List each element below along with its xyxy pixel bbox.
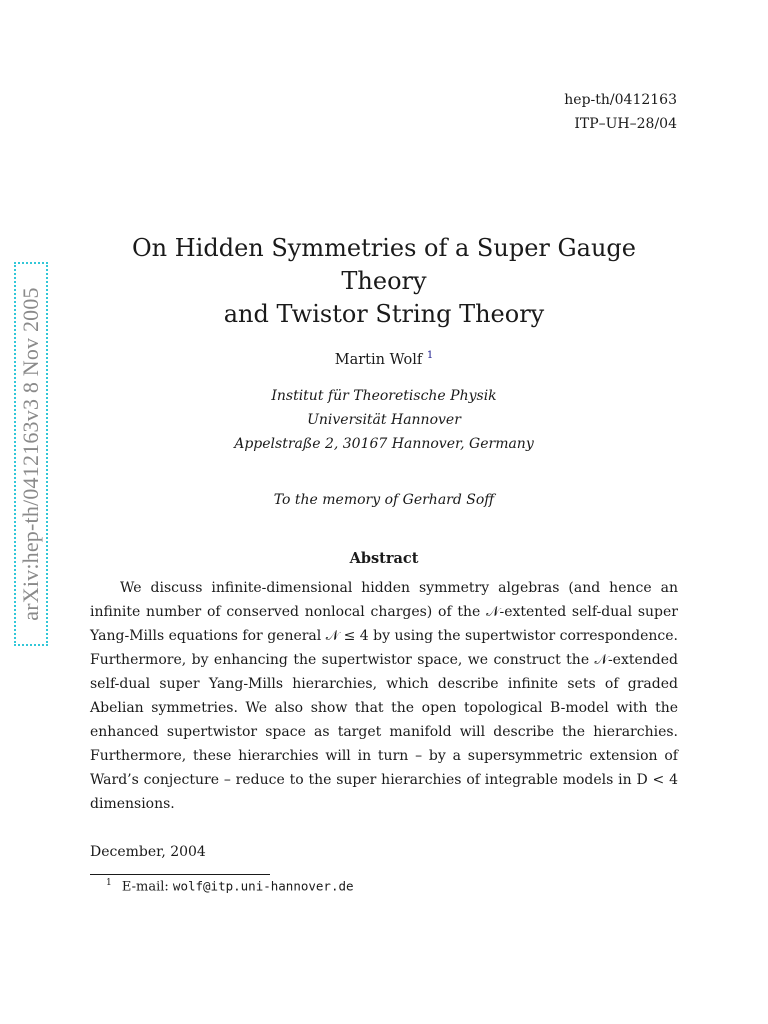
affiliation-university: Universität Hannover — [307, 412, 461, 428]
footnote — [106, 878, 354, 894]
affiliation — [90, 384, 678, 456]
dedication: To the memory of Gerhard Soff — [273, 492, 495, 508]
abstract-body: We discuss infinite-dimensional hidden symmetry algebras (and hence an infinite number of conserved nonlocal charges) of the 𝒩-extented self-dual super Yang-Mills equations for general 𝒩 ≤ 4 by using the supertwistor correspondence. Furthermore, by enhancing the supertwistor space, we construct the 𝒩-extended self-dual super Yang-Mills hierarchies, which describe infinite sets of graded Abelian symmetries. We also show that the open topological B-model with the enhanced supertwistor space as target manifold will describe the hierarchies. Furthermore, these hierarchies will in turn – by a supersymmetric extension of Ward’s conjecture – reduce to the super hierarchies of integrable models in D < 4 dimensions. — [90, 580, 678, 812]
report-number-arxiv: hep-th/0412163 — [564, 92, 677, 108]
paper-title — [90, 232, 678, 331]
title-line-1: On Hidden Symmetries of a Super Gauge Theory — [131, 234, 636, 295]
footnote-number: 1 — [106, 878, 112, 888]
report-numbers — [564, 88, 677, 136]
footnote-email[interactable]: wolf@itp.uni-hannover.de — [172, 878, 354, 894]
date: December, 2004 — [90, 844, 206, 860]
report-number-institute: ITP–UH–28/04 — [574, 116, 677, 132]
author-footnote-link[interactable]: 1 — [426, 350, 434, 361]
title-line-2: and Twistor String Theory — [223, 300, 545, 328]
footnote-label: E-mail: — [121, 879, 169, 895]
abstract-heading: Abstract — [349, 550, 419, 567]
footnote-divider — [90, 874, 270, 875]
arxiv-stamp — [14, 262, 48, 646]
affiliation-address: Appelstraße 2, 30167 Hannover, Germany — [234, 436, 534, 452]
arxiv-identifier: arXiv:hep-th/0412163v3 8 Nov 2005 — [18, 287, 43, 621]
author-name: Martin Wolf — [334, 351, 423, 368]
affiliation-institute: Institut für Theoretische Physik — [271, 388, 497, 404]
author-line — [90, 350, 678, 368]
